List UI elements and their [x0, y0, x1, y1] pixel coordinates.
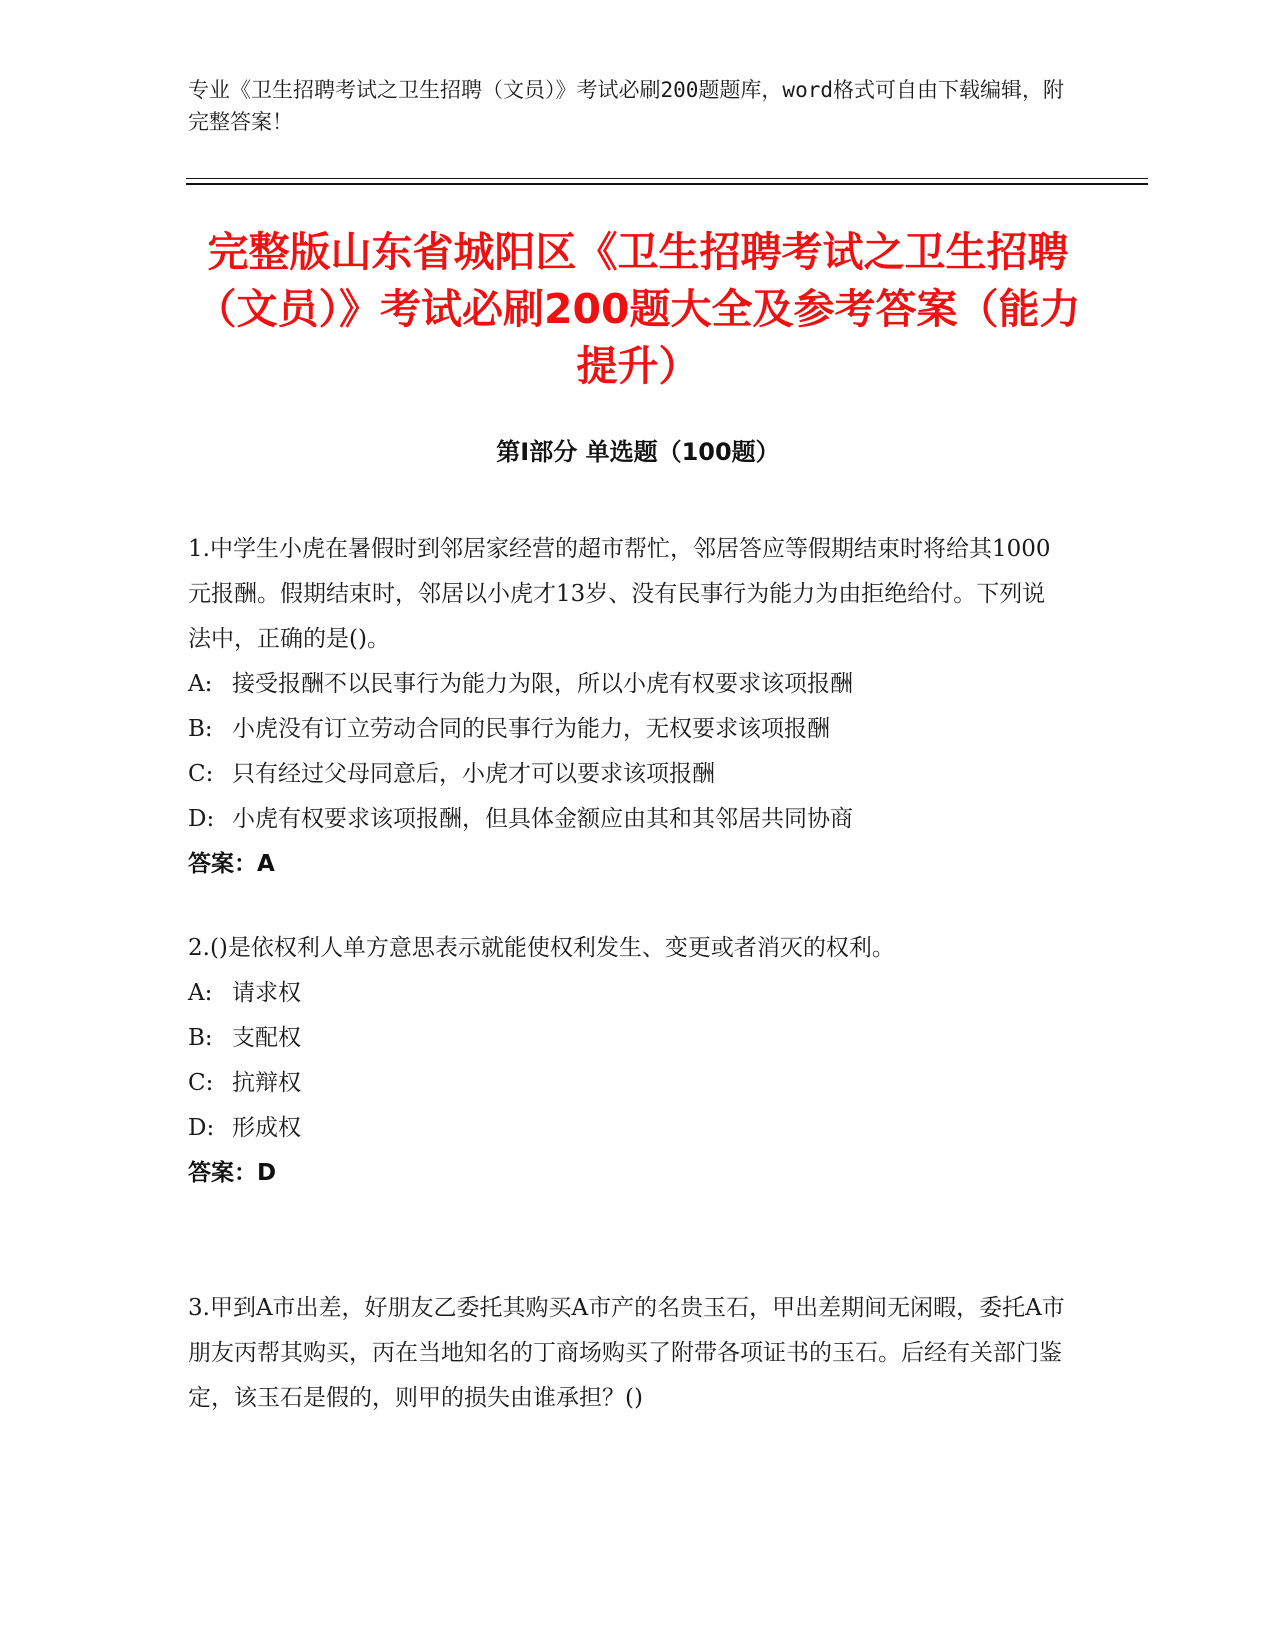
option-key: C: — [188, 1070, 214, 1096]
option-key: B: — [188, 1025, 213, 1051]
header-divider-thick — [186, 183, 1148, 185]
question-stem: 2.()是依权利人单方意思表示就能使权利发生、变更或者消灭的权利。 — [188, 935, 895, 961]
question-3 — [188, 1286, 1068, 1421]
option-text: 支配权 — [232, 1025, 301, 1051]
header-note: 专业《卫生招聘考试之卫生招聘（文员）》考试必刷200题题库，word格式可自由下载编辑，附完整答案！ — [188, 78, 1064, 134]
option-a — [188, 662, 1068, 707]
option-text: 抗辩权 — [232, 1070, 301, 1096]
option-c — [188, 1061, 1068, 1106]
question-2 — [188, 926, 1068, 1196]
option-c — [188, 752, 1068, 797]
question-stem: 3.甲到A市出差，好朋友乙委托其购买A市产的名贵玉石，甲出差期间无闲暇，委托A市朋友丙帮其购买，丙在当地知名的丁商场购买了附带各项证书的玉石。后经有关部门鉴定，该玉石是假的，则甲的损失由谁承担？() — [188, 1295, 1065, 1411]
question-1 — [188, 527, 1068, 887]
option-key: D: — [188, 1115, 215, 1141]
option-text: 形成权 — [232, 1115, 301, 1141]
option-key: A: — [188, 671, 213, 697]
section-title: 第I部分 单选题（100题） — [496, 438, 780, 466]
option-b — [188, 1016, 1068, 1061]
header-divider-thin — [186, 178, 1148, 179]
option-text: 小虎没有订立劳动合同的民事行为能力，无权要求该项报酬 — [232, 716, 830, 742]
option-text: 只有经过父母同意后，小虎才可以要求该项报酬 — [232, 761, 715, 787]
answer-label: 答案：D — [188, 1160, 277, 1186]
option-d — [188, 797, 1068, 842]
option-d — [188, 1106, 1068, 1151]
option-key: B: — [188, 716, 213, 742]
question-stem: 1.中学生小虎在暑假时到邻居家经营的超市帮忙，邻居答应等假期结束时将给其1000元报酬。假期结束时，邻居以小虎才13岁、没有民事行为能力为由拒绝给付。下列说法中，正确的是()。 — [188, 536, 1051, 652]
answer-label: 答案：A — [188, 851, 275, 877]
option-a — [188, 971, 1068, 1016]
option-key: A: — [188, 980, 213, 1006]
option-key: C: — [188, 761, 214, 787]
option-text: 小虎有权要求该项报酬，但具体金额应由其和其邻居共同协商 — [232, 806, 853, 832]
option-text: 请求权 — [232, 980, 301, 1006]
option-key: D: — [188, 806, 215, 832]
document-title: 完整版山东省城阳区《卫生招聘考试之卫生招聘（文员）》考试必刷200题大全及参考答案（能力提升） — [195, 228, 1081, 390]
option-b — [188, 707, 1068, 752]
option-text: 接受报酬不以民事行为能力为限，所以小虎有权要求该项报酬 — [232, 671, 853, 697]
